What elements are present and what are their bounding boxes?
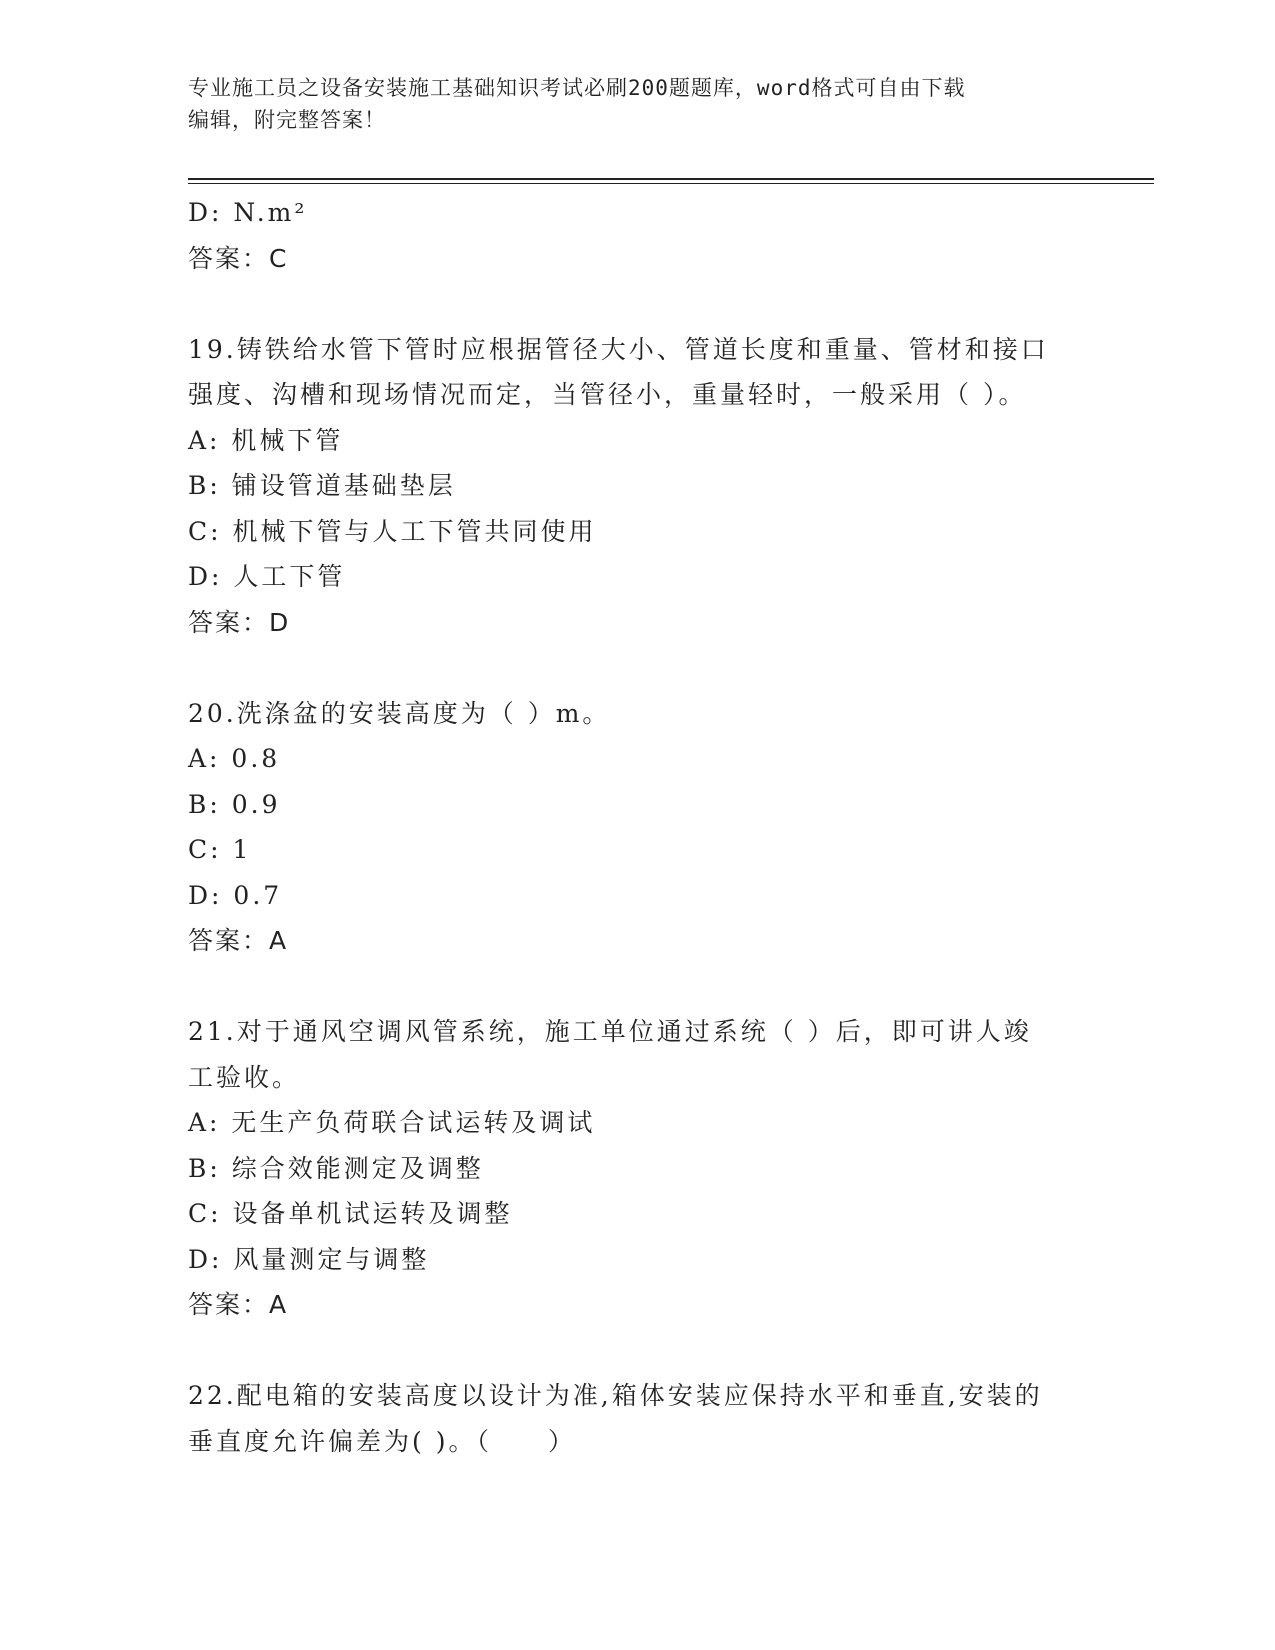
question-stem: 工验收。 xyxy=(188,1062,301,1092)
answer: 答案：A xyxy=(188,1290,289,1319)
option-d: D: 人工下管 xyxy=(188,562,346,591)
header-line-2: 编辑，附完整答案！ xyxy=(188,108,386,132)
question-list xyxy=(188,190,1088,1464)
question-22 xyxy=(188,1373,1088,1464)
option-b: B: 铺设管道基础垫层 xyxy=(188,471,456,500)
spacer xyxy=(188,281,1088,327)
question-21 xyxy=(188,1009,1088,1328)
answer: 答案：C xyxy=(188,243,289,273)
option-a: A: 无生产负荷联合试运转及调试 xyxy=(188,1108,596,1137)
answer: 答案：A xyxy=(188,926,289,955)
option-a: A: 机械下管 xyxy=(188,425,344,455)
option-d: D: 0.7 xyxy=(188,880,283,910)
question-19 xyxy=(188,327,1088,646)
spacer xyxy=(188,1328,1088,1374)
question-stem: 19.铸铁给水管下管时应根据管径大小、管道长度和重量、管材和接口 xyxy=(188,334,1049,364)
header-divider-thin xyxy=(188,183,1154,184)
option-c: C: 1 xyxy=(188,835,252,864)
question-stem: 强度、沟槽和现场情况而定，当管径小，重量轻时，一般采用（ ）。 xyxy=(188,380,1027,409)
option-b: B: 综合效能测定及调整 xyxy=(188,1153,484,1183)
option-d: D: N.m² xyxy=(188,198,308,227)
question-stem: 21.对于通风空调风管系统，施工单位通过系统（ ）后，即可讲人竣 xyxy=(188,1017,1032,1046)
spacer xyxy=(188,964,1088,1010)
option-a: A: 0.8 xyxy=(188,744,281,773)
question-stem: 20.洗涤盆的安装高度为（ ）m。 xyxy=(188,698,611,728)
answer: 答案：D xyxy=(188,607,291,637)
spacer xyxy=(188,645,1088,691)
option-c: C: 设备单机试运转及调整 xyxy=(188,1199,513,1228)
document-header xyxy=(188,72,1068,136)
header-divider-thick xyxy=(188,178,1154,180)
question-stem: 垂直度允许偏差为( )。（ ） xyxy=(188,1426,576,1456)
question-20 xyxy=(188,691,1088,964)
option-b: B: 0.9 xyxy=(188,789,281,819)
header-line-1: 专业施工员之设备安装施工基础知识考试必刷200题题库，word格式可自由下载 xyxy=(188,76,966,100)
question-stem: 22.配电箱的安装高度以设计为准,箱体安装应保持水平和垂直,安装的 xyxy=(188,1381,1043,1410)
option-c: C: 机械下管与人工下管共同使用 xyxy=(188,516,597,546)
option-d: D: 风量测定与调整 xyxy=(188,1244,430,1274)
